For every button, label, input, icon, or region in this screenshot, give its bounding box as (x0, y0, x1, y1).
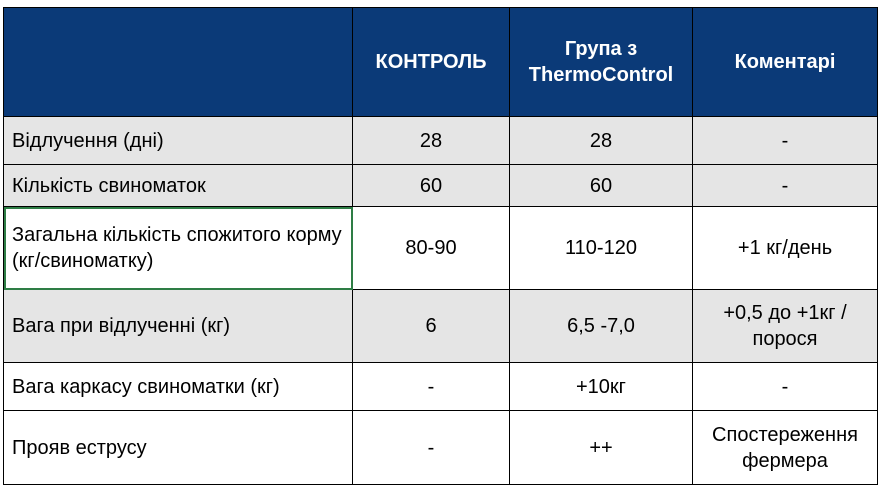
table-row (4, 363, 878, 411)
thermo-cell[interactable]: ++ (510, 411, 693, 485)
control-cell[interactable]: - (353, 363, 510, 411)
thermo-cell[interactable]: +10кг (510, 363, 693, 411)
table-header-row (4, 8, 878, 117)
comment-cell[interactable]: Спостереження фермера (693, 411, 878, 485)
table-row (4, 165, 878, 207)
header-thermocontrol-group[interactable]: Група з ThermoControl (510, 8, 693, 117)
thermo-cell[interactable]: 60 (510, 165, 693, 207)
header-comments[interactable]: Коментарі (693, 8, 878, 117)
thermo-cell[interactable]: 28 (510, 117, 693, 165)
table-row (4, 411, 878, 485)
table-row (4, 117, 878, 165)
table-row (4, 207, 878, 290)
row-label[interactable]: Вага при відлученні (кг) (4, 290, 353, 363)
row-label[interactable]: Вага каркасу свиноматки (кг) (4, 363, 353, 411)
control-cell[interactable]: 28 (353, 117, 510, 165)
row-label-selected[interactable]: Загальна кількість спожитого корму (кг/свиноматку) (4, 207, 353, 290)
comment-cell[interactable]: - (693, 117, 878, 165)
thermo-cell[interactable]: 110-120 (510, 207, 693, 290)
comment-cell[interactable]: - (693, 363, 878, 411)
control-cell[interactable]: 60 (353, 165, 510, 207)
control-cell[interactable]: - (353, 411, 510, 485)
control-cell[interactable]: 80-90 (353, 207, 510, 290)
comment-cell[interactable]: +0,5 до +1кг / порося (693, 290, 878, 363)
row-label[interactable]: Кількість свиноматок (4, 165, 353, 207)
thermo-cell[interactable]: 6,5 -7,0 (510, 290, 693, 363)
comparison-table (3, 7, 878, 485)
row-label[interactable]: Відлучення (дні) (4, 117, 353, 165)
comment-cell[interactable]: +1 кг/день (693, 207, 878, 290)
row-label[interactable]: Прояв еструсу (4, 411, 353, 485)
comment-cell[interactable]: - (693, 165, 878, 207)
header-empty-cell[interactable] (4, 8, 353, 117)
control-cell[interactable]: 6 (353, 290, 510, 363)
table-row (4, 290, 878, 363)
header-control[interactable]: КОНТРОЛЬ (353, 8, 510, 117)
